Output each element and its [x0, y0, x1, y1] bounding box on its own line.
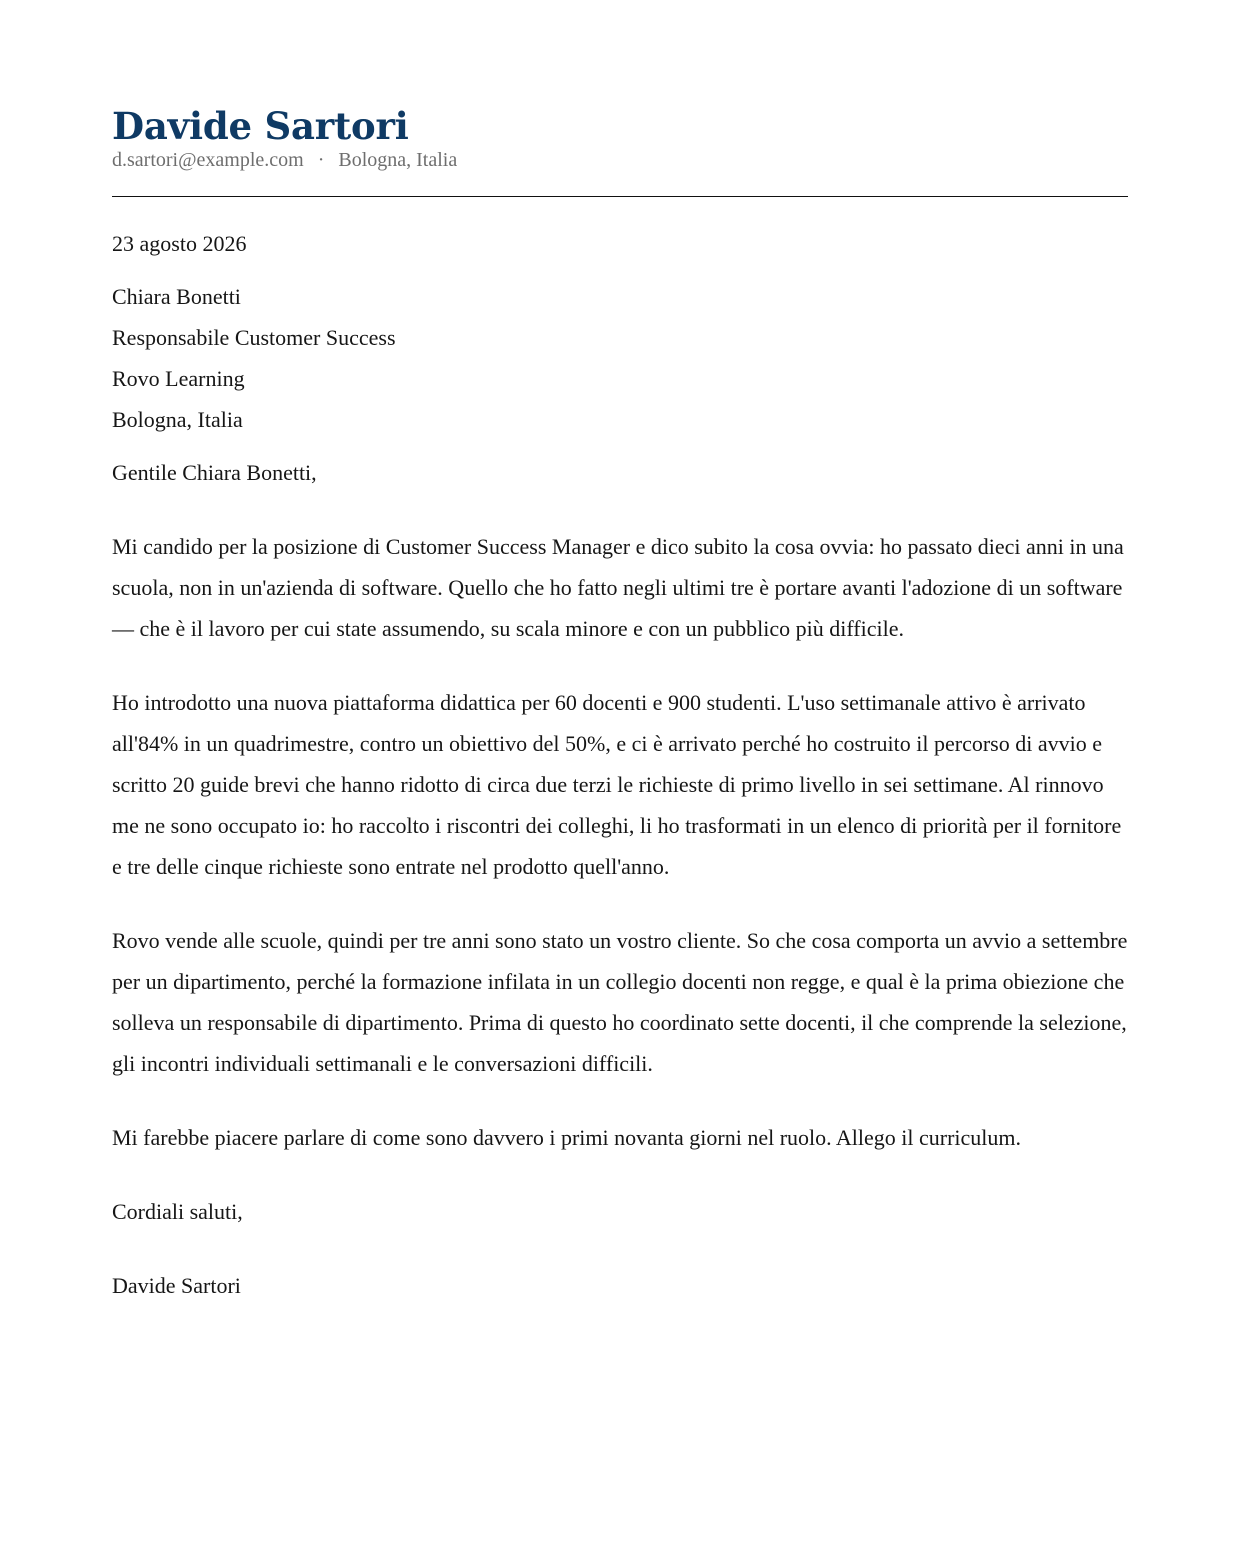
sender-location: Bologna, Italia	[338, 149, 458, 171]
body-paragraph-4: Mi farebbe piacere parlare di come sono davvero i primi novanta giorni nel ruolo. Allego il curriculum.	[112, 1125, 1022, 1150]
cover-letter	[112, 104, 1128, 1306]
letter-date: 23 agosto 2026	[112, 231, 247, 256]
body-paragraph-1: Mi candido per la posizione di Customer Success Manager e dico subito la cosa ovvia: ho passato dieci anni in una scuola, non in un'azienda di software. Quello che ho fatto negli ultimi tre è portare avanti l'adozione di un software — che è il lavoro per cui state assumendo, su scala minore e con un pubblico più difficile.	[112, 534, 1124, 641]
body-paragraph-2: Ho introdotto una nuova piattaforma didattica per 60 docenti e 900 studenti. L'uso settimanale attivo è arrivato all'84% in un quadrimestre, contro un obiettivo del 50%, e ci è arrivato perché ho costruito il percorso di avvio e scritto 20 guide brevi che hanno ridotto di circa due terzi le richieste di primo livello in sei settimane. Al rinnovo me ne sono occupato io: ho raccolto i riscontri dei colleghi, li ho trasformati in un elenco di priorità per il fornitore e tre delle cinque richieste sono entrate nel prodotto quell'anno.	[112, 690, 1122, 879]
recipient-city: Bologna, Italia	[112, 407, 243, 432]
sender-email: d.sartori@example.com	[112, 149, 304, 171]
contact-line	[112, 148, 1128, 172]
salutation: Gentile Chiara Bonetti,	[112, 460, 317, 485]
sender-name: Davide Sartori	[112, 104, 409, 148]
recipient-company: Rovo Learning	[112, 366, 245, 391]
recipient-title: Responsabile Customer Success	[112, 325, 396, 350]
recipient-name: Chiara Bonetti	[112, 284, 241, 309]
closing: Cordiali saluti,	[112, 1199, 243, 1224]
header-divider	[112, 196, 1128, 197]
contact-separator: ·	[317, 149, 325, 171]
signature: Davide Sartori	[112, 1273, 241, 1298]
recipient-block	[112, 276, 1128, 440]
body-paragraph-3: Rovo vende alle scuole, quindi per tre anni sono stato un vostro cliente. So che cosa comporta un avvio a settembre per un dipartimento, perché la formazione infilata in un collegio docenti non regge, e qual è la prima obiezione che solleva un responsabile di dipartimento. Prima di questo ho coordinato sette docenti, il che comprende la selezione, gli incontri individuali settimanali e le conversazioni difficili.	[112, 928, 1128, 1076]
